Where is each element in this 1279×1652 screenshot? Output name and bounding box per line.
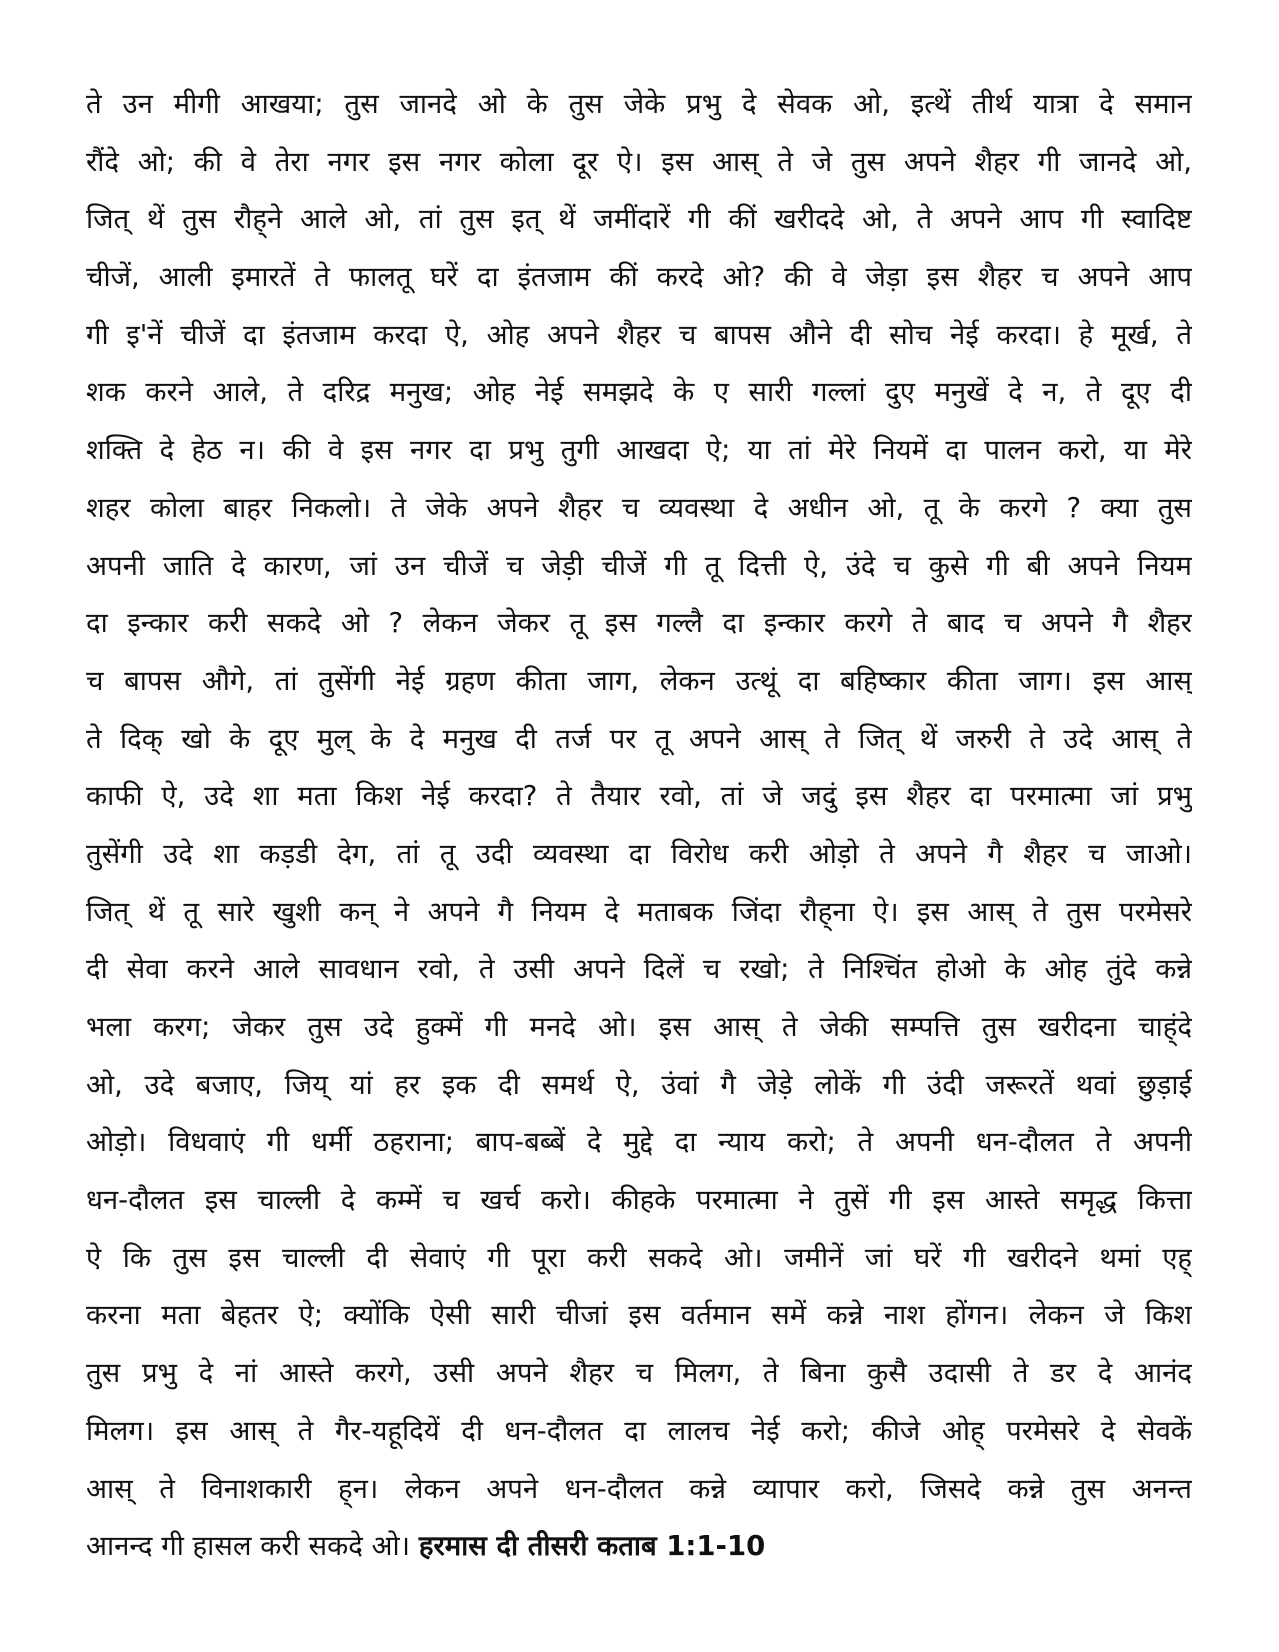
text-line: रौंदे ओ; की वे तेरा नगर इस नगर कोला दूर ऐ। इस आस् ते जे तुस अपने शैहर गी जानदे ओ, [86, 145, 1192, 178]
text-line: दी सेवा करने आले सावधान रवो, ते उसी अपने दिलें च रखो; ते निश्चिंत होओ के ओह तुंदे कन्ने [86, 953, 1192, 986]
text-line: शक्ति दे हेठ न। की वे इस नगर दा प्रभु तुगी आखदा ऐ; या तां मेरे नियमें दा पालन करो, या मेरे [86, 434, 1192, 467]
text-line: काफी ऐ, उदे शा मता किश नेई करदा? ते तैयार रवो, तां जे जदुं इस शैहर दा परमात्मा जां प्रभु [86, 780, 1192, 813]
text-line: भला करग; जेकर तुस उदे हुक्में गी मनदे ओ। इस आस् ते जेकी सम्पत्ति तुस खरीदना चाह्‌ंदे [86, 1011, 1192, 1043]
text-line: जित् थें तू सारे खुशी कन् ने अपने गै नियम दे मताबक जिंदा रौह्‌ना ऐ। इस आस् ते तुस परमेसरे [86, 895, 1192, 928]
last-line-text: आनन्द गी हासल करी सकदे ओ। [86, 1530, 411, 1563]
text-line: करना मता बेहतर ऐ; क्योंकि ऐसी सारी चीजां इस वर्तमान समें कन्ने नाश होंगन। लेकन जे किश [86, 1299, 1192, 1332]
text-line: ते दिक् खो के दूए मुल् के दे मनुख दी तर्ज पर तू अपने आस् ते जित् थें जरुरी ते उदे आस् ते [86, 722, 1192, 755]
text-line: गी इ'नें चीजें दा इंतजाम करदा ऐ, ओह अपने शैहर च बापस औने दी सोच नेई करदा। हे मूर्ख, ते [86, 318, 1192, 351]
scripture-reference: हरमास दी तीसरी कताब 1:1-10 [418, 1530, 766, 1563]
text-line: च बापस औगे, तां तुसेंगी नेई ग्रहण कीता जाग, लेकन उत्थूं दा बहिष्कार कीता जाग। इस आस् [86, 664, 1192, 697]
text-line: शहर कोला बाहर निकलो। ते जेके अपने शैहर च व्यवस्था दे अधीन ओ, तू के करगे ? क्या तुस [86, 491, 1192, 524]
text-line: दा इन्कार करी सकदे ओ ? लेकन जेकर तू इस गल्लै दा इन्कार करगे ते बाद च अपने गै शैहर [86, 607, 1192, 640]
text-line: मिलग। इस आस् ते गैर-यहूदियें दी धन-दौलत दा लालच नेई करो; कीजे ओह् परमेसरे दे सेवकें [86, 1414, 1192, 1447]
text-line: ते उन मीगी आखया; तुस जानदे ओ के तुस जेके प्रभु दे सेवक ओ, इत्थें तीर्थ यात्रा दे समान [86, 88, 1192, 120]
text-line: तुसेंगी उदे शा कड़डी देग, तां तू उदी व्यवस्था दा विरोध करी ओड़ो ते अपने गै शैहर च जाओ। [86, 837, 1192, 870]
text-line: धन-दौलत इस चाल्ली दे कम्में च खर्च करो। कीहके परमात्मा ने तुसें गी इस आस्ते समृद्ध कित्ता [86, 1184, 1192, 1217]
last-text-line [86, 1518, 1192, 1576]
text-line: शक करने आले, ते दरिद्र मनुख; ओह नेई समझदे के ए सारी गल्लां दुए मनुखें दे न, ते दूए दी [86, 376, 1192, 409]
text-line: ओ, उदे बजाए, जिय् यां हर इक दी समर्थ ऐ, उंवां गै जेड़े लोकें गी उंदी जरूरतें थवां छुड़ाई [86, 1068, 1192, 1101]
text-line: आस् ते विनाशकारी ह्‌न। लेकन अपने धन-दौलत कन्ने व्यापार करो, जिसदे कन्ने तुस अनन्त [86, 1472, 1192, 1505]
text-line: चीजें, आली इमारतें ते फालतू घरें दा इंतजाम कीं करदे ओ? की वे जेड़ा इस शैहर च अपने आप [86, 261, 1192, 294]
text-line: जित् थें तुस रौह्‌ने आले ओ, तां तुस इत् थें जमींदारें गी कीं खरीददे ओ, ते अपने आप गी स्वादिष्ट [86, 203, 1192, 236]
text-line: ऐ कि तुस इस चाल्ली दी सेवाएं गी पूरा करी सकदे ओ। जमीनें जां घरें गी खरीदने थमां एह् [86, 1241, 1192, 1274]
text-line: तुस प्रभु दे नां आस्ते करगे, उसी अपने शैहर च मिलग, ते बिना कुसै उदासी ते डर दे आनंद [86, 1357, 1192, 1390]
document-page [86, 76, 1192, 1616]
text-line: ओड़ो। विधवाएं गी धर्मी ठहराना; बाप-बब्बें दे मुद्दे दा न्याय करो; ते अपनी धन-दौलत ते अपनी [86, 1126, 1192, 1159]
text-line: अपनी जाति दे कारण, जां उन चीजें च जेड़ी चीजें गी तू दित्ती ऐ, उंदे च कुसे गी बी अपने नियम [86, 549, 1192, 582]
